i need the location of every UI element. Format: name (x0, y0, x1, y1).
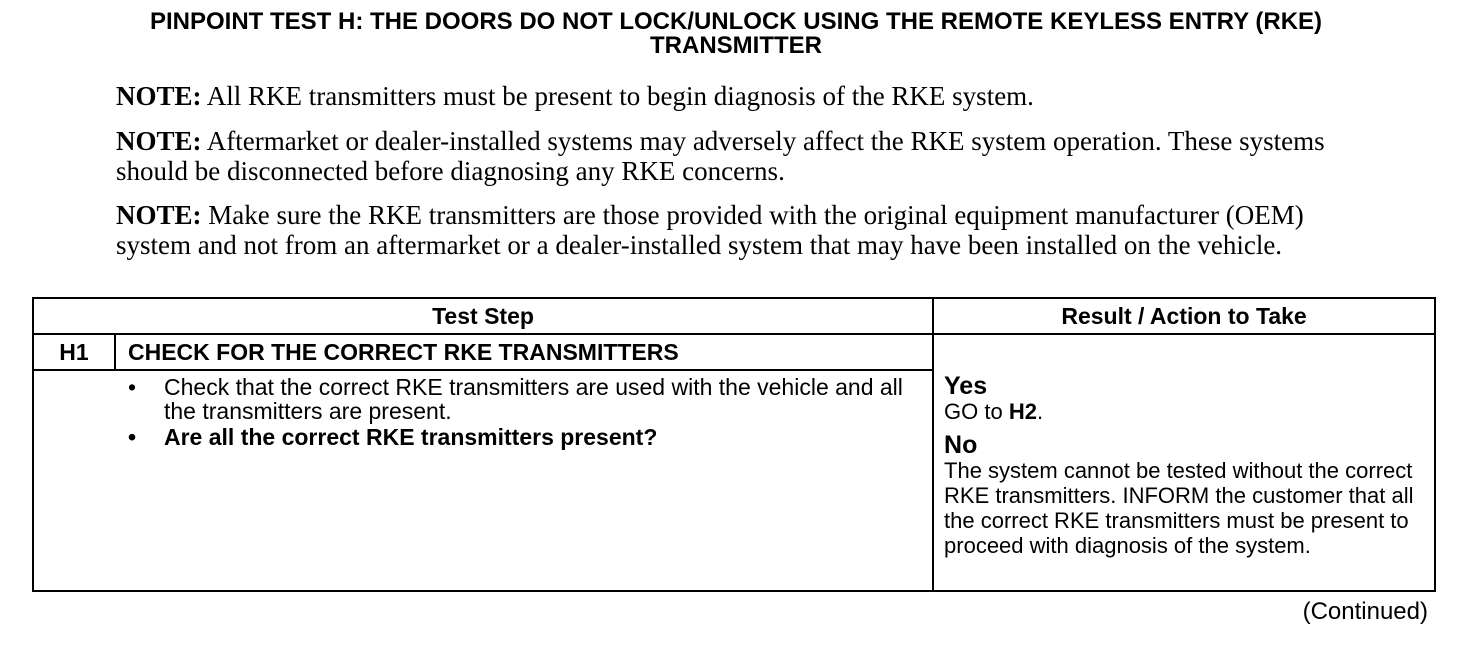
title-line-1: PINPOINT TEST H: THE DOORS DO NOT LOCK/UNLOCK USING THE REMOTE KEYLESS ENTRY (RKE) (149, 8, 1323, 35)
yes-prefix: GO to (944, 399, 1009, 424)
yes-suffix: . (1036, 399, 1044, 424)
step-title-row (33, 334, 1435, 370)
step-bullet-list (34, 375, 932, 449)
note-text: All RKE transmitters must be present to begin diagnosis of the RKE system. (201, 81, 1034, 111)
result-cell (933, 334, 1435, 591)
note-label: NOTE: (116, 126, 202, 156)
note-1 (116, 81, 1376, 111)
bullet-text: Check that the correct RKE transmitters are used with the vehicle and all the transmitters are present. (164, 374, 903, 424)
note-label: NOTE: (116, 81, 202, 111)
note-text: Aftermarket or dealer-installed systems may adversely affect the RKE system operation. These systems should be disconnected before diagnosing any RKE concerns. (116, 126, 1325, 186)
note-text: Make sure the RKE transmitters are those provided with the original equipment manufacturer (OEM) system and not from an aftermarket or a dealer-installed system that may have been installed on the vehicle. (116, 200, 1304, 260)
title-line-2: TRANSMITTER (650, 32, 822, 59)
no-label: No (944, 431, 978, 459)
note-3 (116, 200, 1376, 260)
page-title (0, 10, 1472, 58)
bullet-icon: • (128, 424, 137, 450)
step-instructions (33, 370, 933, 591)
list-item (128, 424, 932, 450)
header-test-step: Test Step (33, 298, 933, 334)
pinpoint-table (32, 297, 1436, 592)
no-action: The system cannot be tested without the correct RKE transmitters. INFORM the customer that all the correct RKE transmitters must be present to proceed with diagnosis of the system. (944, 458, 1414, 558)
list-item (128, 374, 932, 424)
bullet-question: Are all the correct RKE transmitters present? (164, 424, 658, 450)
step-id: H1 (33, 334, 115, 370)
yes-target: H2 (1008, 399, 1037, 424)
note-label: NOTE: (116, 200, 202, 230)
yes-label: Yes (944, 372, 988, 400)
continued-label: (Continued) (1302, 598, 1428, 625)
bullet-icon: • (128, 374, 137, 400)
yes-action (944, 399, 1424, 424)
step-title: CHECK FOR THE CORRECT RKE TRANSMITTERS (115, 334, 933, 370)
table-header-row (33, 298, 1435, 334)
header-result: Result / Action to Take (933, 298, 1435, 334)
note-2 (116, 126, 1376, 186)
